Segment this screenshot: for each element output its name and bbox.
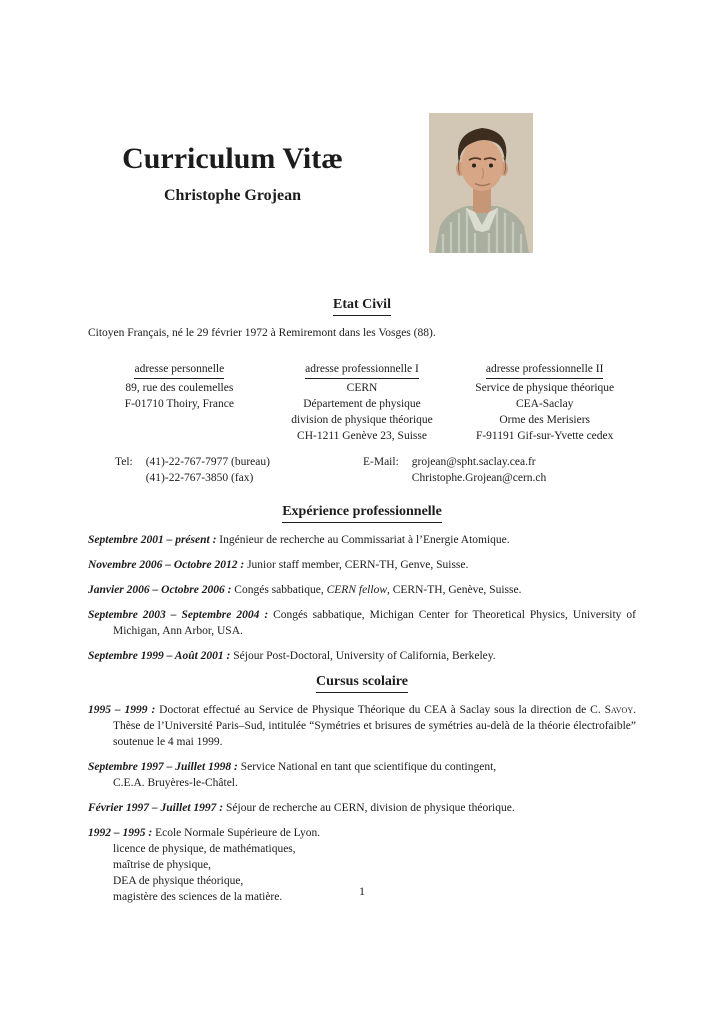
text-line: grojean@spht.saclay.cea.fr — [411, 456, 536, 468]
cursus-heading-text: Cursus scolaire — [316, 673, 408, 693]
text-line: Service de physique théorique — [475, 382, 615, 394]
address-heading: adresse personnelle — [134, 361, 224, 379]
entry-period: Septembre 1999 – Août 2001 : — [88, 650, 234, 662]
address-heading: adresse professionnelle I — [305, 361, 419, 379]
address-column-professional-2 — [453, 361, 636, 444]
cursus-entries — [88, 702, 636, 905]
page-title: Curriculum Vitæ — [122, 142, 343, 175]
entry-period: Janvier 2006 – Octobre 2006 : — [88, 584, 235, 596]
text-line: F-01710 Thoiry, France — [124, 398, 234, 410]
email-block — [363, 454, 546, 486]
text-line: Département de physique — [303, 398, 421, 410]
section-heading-experience — [88, 503, 636, 523]
cv-entry — [88, 759, 636, 791]
entry-text: DEA de physique théorique, — [113, 875, 244, 887]
cv-entry — [88, 582, 636, 598]
entry-text: , CERN-TH, Genève, Suisse. — [386, 584, 522, 596]
address-lines — [453, 380, 636, 444]
portrait-photo — [429, 113, 533, 253]
experience-entries — [88, 532, 636, 664]
email-label: E-Mail: — [363, 456, 399, 468]
entry-text: C.E.A. Bruyères-le-Châtel. — [113, 777, 238, 789]
entry-text: magistère des sciences de la matière. — [113, 891, 283, 903]
citizenship-line: Citoyen Français, né le 29 février 1972 à Remiremont dans les Vosges (88). — [88, 327, 436, 339]
title-block — [85, 142, 380, 205]
entry-period: Septembre 1997 – Juillet 1998 : — [88, 761, 241, 773]
entry-text: Service National en tant que scientifique du contingent, — [240, 761, 497, 773]
contact-block — [88, 454, 636, 490]
text-line: CH-1211 Genève 23, Suisse — [297, 430, 427, 442]
tel-lines — [146, 454, 270, 486]
telephone-block — [115, 454, 270, 486]
address-column-personal — [88, 361, 271, 444]
email-lines — [412, 454, 547, 486]
text-line: CERN — [346, 382, 378, 394]
entry-text: CERN fellow — [326, 584, 387, 596]
text-line: division de physique théorique — [291, 414, 433, 426]
etat-civil-heading-text: Etat Civil — [333, 296, 391, 316]
text-line: CEA-Saclay — [515, 398, 574, 410]
cv-entry — [88, 607, 636, 639]
address-lines — [88, 380, 271, 412]
entry-text: Ecole Normale Supérieure de Lyon. — [155, 827, 321, 839]
text-line: 89, rue des coulemelles — [125, 382, 234, 394]
address-columns — [88, 361, 636, 444]
address-column-professional-1 — [271, 361, 454, 444]
cv-entry — [88, 532, 636, 548]
cv-entry — [88, 702, 636, 750]
cv-entry — [88, 800, 636, 816]
cv-content — [88, 296, 636, 914]
text-line: (41)-22-767-3850 (fax) — [145, 472, 254, 484]
section-heading-cursus — [88, 673, 636, 693]
entry-period: 1992 – 1995 : — [88, 827, 156, 839]
entry-text: maîtrise de physique, — [113, 859, 212, 871]
entry-period: Septembre 2001 – présent : — [88, 534, 220, 546]
page-number: 1 — [359, 884, 365, 898]
experience-heading-text: Expérience professionnelle — [282, 503, 442, 523]
portrait-photo-image — [429, 113, 533, 253]
author-name: Christophe Grojean — [163, 187, 302, 204]
entry-period: Septembre 2003 – Septembre 2004 : — [88, 609, 274, 621]
text-line: Orme des Merisiers — [499, 414, 591, 426]
entry-text: Ingénieur de recherche au Commissariat à l’Energie Atomique. — [219, 534, 510, 546]
section-heading-etat-civil — [88, 296, 636, 316]
entry-text: Junior staff member, CERN-TH, Genve, Suisse. — [247, 559, 469, 571]
entry-period: Novembre 2006 – Octobre 2012 : — [88, 559, 248, 571]
entry-text: Séjour de recherche au CERN, division de physique théorique. — [226, 802, 515, 814]
address-heading: adresse professionnelle II — [486, 361, 604, 379]
entry-text: Séjour Post-Doctoral, University of California, Berkeley. — [233, 650, 496, 662]
cv-entry — [88, 648, 636, 664]
entry-text: Savoy — [604, 704, 634, 716]
entry-text: Doctorat effectué au Service de Physique Théorique du CEA à Saclay sous la direction de C. — [159, 704, 605, 716]
address-lines — [271, 380, 454, 444]
cv-entry — [88, 557, 636, 573]
tel-label: Tel: — [115, 456, 133, 468]
text-line: Christophe.Grojean@cern.ch — [411, 472, 547, 484]
entry-period: 1995 – 1999 : — [88, 704, 160, 716]
text-line: (41)-22-767-7977 (bureau) — [145, 456, 270, 468]
entry-text: licence de physique, de mathématiques, — [113, 843, 296, 855]
entry-text: Congés sabbatique, — [234, 584, 327, 596]
cv-header — [0, 0, 724, 270]
entry-text: Congés sabbatique, Michigan Center for Theoretical Physics, University of Michigan, Ann Arbor, USA. — [113, 609, 636, 637]
entry-text: . Thèse de l’Université Paris–Sud, intitulée “Symétries et brisures de symétries au-delà de la théorie électrofaible” soutenue le 4 mai 1999. — [113, 704, 636, 748]
entry-period: Février 1997 – Juillet 1997 : — [88, 802, 226, 814]
text-line: F-91191 Gif-sur-Yvette cedex — [475, 430, 614, 442]
